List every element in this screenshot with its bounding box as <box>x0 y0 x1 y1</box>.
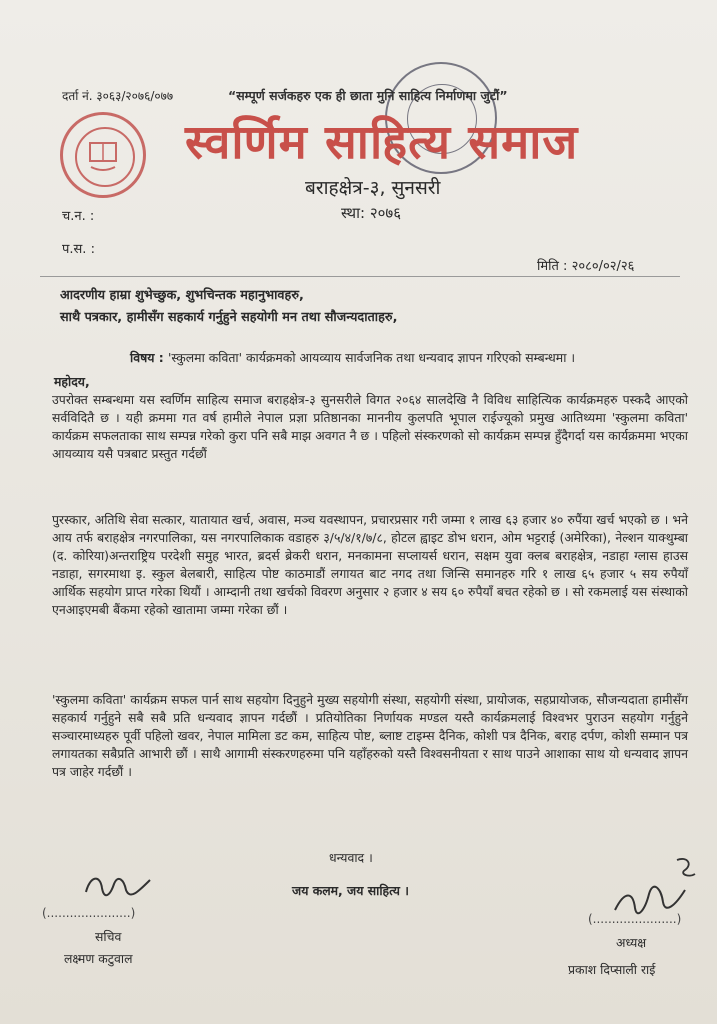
subject-text: 'स्कुलमा कविता' कार्यक्रमको आयव्याय सार्वजनिक तथा धन्यवाद ज्ञापन गरिएको सम्बन्धमा । <box>168 350 576 365</box>
paragraph-finance: पुरस्कार, अतिथि सेवा सत्कार, यातायात खर्च, अवास, मञ्च यवस्थापन, प्रचारप्रसार गरी जम्मा १ लाख ६३ हजार ४० रुपैंया खर्च भएको छ । भने आय तर्फ बराहक्षेत्र नगरपालिका, यस नगरपालिकाक वडाहरु ३/५/४/१/७/८, होटल ह्वाइट डोभ धरान, ओम भट्टराई (अमेरिका), नेल्शन याक्थुम्बा (द. कोरिया)अन्तराष्ट्रिय परदेशी समुह भारत, ब्रदर्स ब्रेकरी धरान, मनकामना सप्लायर्स धरान, सक्षम युवा क्लब बराहक्षेत्र, नडाहा ग्लास हाउस नडाहा, सगरमाथा इ. स्कुल बेलबारी, साहित्य पोष्ट काठमाडौं लगायत बाट नगद तथा जिन्सि समानहरु गरि १ लाख ६५ हजार ५ सय रुपैयाँ आर्थिक सहयोग प्राप्त गरेका थियौं । आम्दानी तथा खर्चको विवरण अनुसार २ हजार ४ सय ६० रुपैयाँ बचत रहेको छ । सो रकमलाई यस संस्थाको एनआइएमबी बैंकमा रहेको खातामा जम्मा गरेका छौं । <box>52 512 688 617</box>
secretary-signature-line: (......................) <box>42 906 136 920</box>
president-name: प्रकाश दिप्साली राई <box>568 962 656 977</box>
org-location: बराहक्षेत्र-३, सुनसरी <box>305 177 441 199</box>
president-signature-line: (......................) <box>588 912 682 926</box>
closing-motto: जय कलम, जय साहित्य । <box>292 883 409 898</box>
secretary-signature <box>80 866 160 910</box>
reference-number: च.न. : <box>62 209 95 224</box>
org-slogan: “सम्पूर्ण सर्जकहरु एक ही छाता मुनि साहित्य निर्माणमा जुटौं” <box>228 88 508 103</box>
address-line-2: साथै पत्रकार, हामीसँग सहकार्य गर्नुहुने सहयोगी मन तथा सौजन्यदाताहरु, <box>60 310 398 325</box>
org-logo <box>60 112 146 198</box>
dispatch-number: प.स. : <box>62 242 95 257</box>
paragraph-intro: उपरोक्त सम्बन्धमा यस स्वर्णिम साहित्य समाज बराहक्षेत्र-३ सुनसरीले विगत २०६४ सालदेखि नै विविध साहित्यिक कार्यक्रमहरु पस्कदै आएको सर्वविदितै छ । यही क्रममा गत वर्ष हामीले नेपाल प्रज्ञा प्रतिष्ठानका माननीय कुलपति भूपाल राईज्यूको प्रमुख आतिथ्यमा 'स्कुलमा कविता' कार्यक्रम सफलताका साथ सम्पन्न गरेको कुरा पनि सबै माझ अवगत नै छ । पहिलो संस्करणको सो कार्यक्रम सम्पन्न हुँदैगर्दा यस कार्यक्रममा भएका आयव्याय यसै पत्रबाट प्रस्तुत गर्दछौं <box>52 392 688 461</box>
header-divider <box>40 276 680 277</box>
subject-line <box>130 349 575 366</box>
letter-date: मिति : २०८०/०२/२६ <box>537 259 635 274</box>
paragraph-thanks: 'स्कुलमा कविता' कार्यक्रम सफल पार्न साथ सहयोग दिनुहुने मुख्य सहयोगी संस्था, सहयोगी संस्था, प्रायोजक, सहप्रायोजक, सौजन्यदाता हामीसँग सहकार्य गर्नुहुने सबै सबै प्रति धन्यवाद ज्ञापन गर्दछौं । प्रतियोतिका निर्णायक मण्डल यस्तै कार्यक्रमलाई विश्वभर पुराउन सहयोग गर्नुहुने सञ्चारमाध्यहरु पूर्वी पहिलो खवर, नेपाल मामिला डट कम, साहित्य पोष्ट, ब्लाष्ट टाइम्स दैनिक, कोशी पत्र दैनिक, बराह दर्पण, कोशी सम्मान पत्र लगायतका सबैप्रति आभारी छौं । साथै आगामी संस्करणहरुमा पनि यहाँहरुको यस्तै विश्वसनीयता र साथ पाउने आशाका साथ यो धन्यवाद ज्ञापन पत्र जाहेर गर्दछौं । <box>52 692 688 779</box>
president-title: अध्यक्ष <box>616 935 647 950</box>
address-line-1: आदरणीय हाम्रा शुभेच्छुक, शुभचिन्तक महानुभावहरु, <box>60 288 304 303</box>
secretary-title: सचिव <box>95 929 122 944</box>
subject-label: विषय : <box>130 350 169 365</box>
registration-number: दर्ता नं. ३०६३/२०७६/०७७ <box>62 89 174 103</box>
secretary-name: लक्ष्मण कटुवाल <box>64 951 133 966</box>
org-name-title: स्वर्णिम साहित्य समाज <box>185 115 579 170</box>
greeting: महोदय, <box>54 374 90 389</box>
established-year: स्था: २०७६ <box>341 204 402 222</box>
closing-thanks: धन्यवाद । <box>329 850 373 865</box>
